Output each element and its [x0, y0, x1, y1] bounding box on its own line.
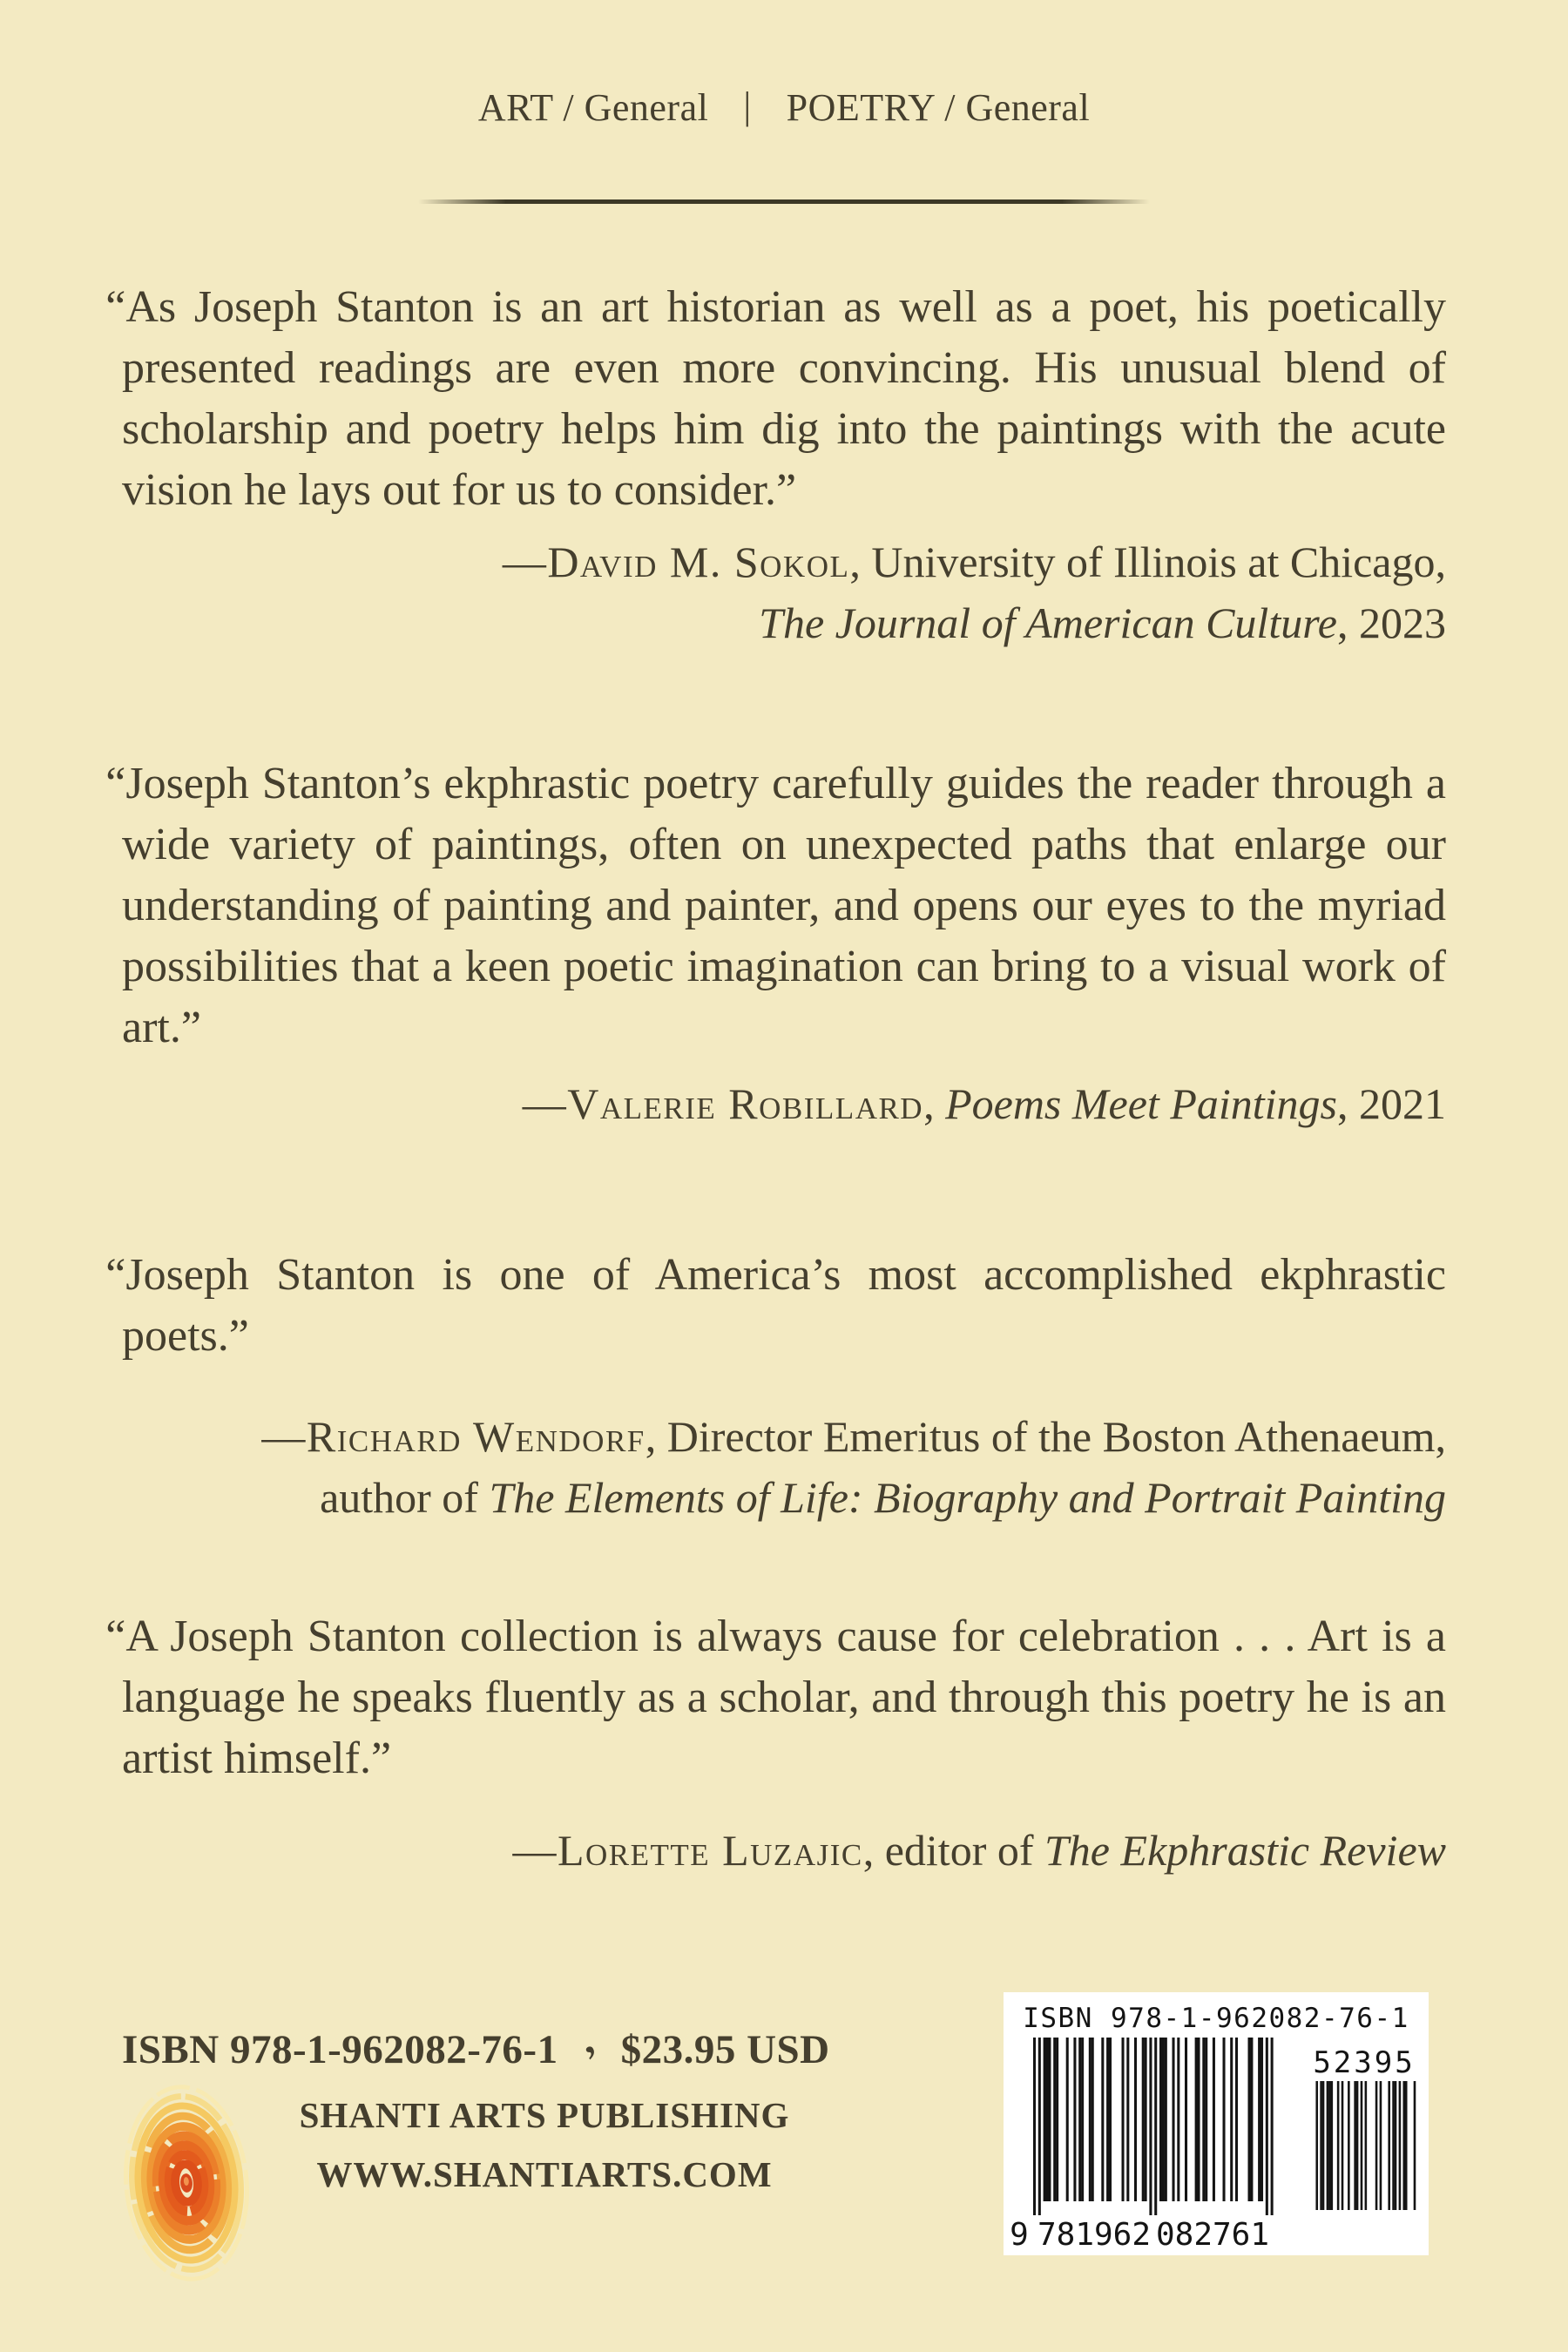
category-header: [0, 85, 1568, 130]
barcode-bar: [1159, 2038, 1162, 2201]
ean5-bars: [1315, 2081, 1416, 2210]
quote-wendorf: “Joseph Stanton is one of America’s most accomplished ekphrastic poets.”: [105, 1250, 1446, 1361]
isbn-text: ISBN 978-1-962082-76-1: [122, 2027, 558, 2072]
barcode-bar: [1327, 2081, 1329, 2210]
attribution-luzajic: [122, 1820, 1446, 1881]
barcode-bar: [1078, 2038, 1081, 2201]
barcode-bar: [1258, 2038, 1260, 2201]
barcode-bar: [1154, 2038, 1157, 2215]
barcode-bar: [1185, 2038, 1187, 2201]
barcode-bar: [1271, 2038, 1274, 2215]
quote-robillard: “Joseph Stanton’s ekphrastic poetry carefully guides the reader through a wide variety of paintings, often on unexpected paths that enlarge our understanding of painting and painter, and opens our eyes to the myriad possibilities that a keen poetic imagination can bring to a visual work of art.”: [105, 759, 1446, 1052]
barcode-bar: [1101, 2038, 1104, 2201]
barcode-supplement-text: 52395: [1313, 2045, 1416, 2080]
barcode-bar: [1044, 2038, 1046, 2201]
barcode-bar: [1342, 2081, 1344, 2210]
barcode-bar: [1361, 2081, 1363, 2210]
barcode-bar: [1195, 2038, 1198, 2201]
category-poetry: POETRY / General: [786, 86, 1091, 129]
barcode-bar: [1354, 2081, 1356, 2210]
decorative-rule: [418, 199, 1150, 204]
barcode-bar: [1066, 2038, 1069, 2201]
attribution-segment: The Elements of Life: Biography and Portrait Painting: [489, 1473, 1446, 1522]
barcode-bar: [1392, 2081, 1395, 2210]
attribution-segment: , Director Emeritus of the Boston Athenaeum,: [645, 1412, 1446, 1461]
publisher-website: WWW.SHANTIARTS.COM: [316, 2154, 773, 2194]
barcode-bar: [1106, 2038, 1109, 2201]
barcode-bar: [1126, 2038, 1129, 2201]
barcode-bar: [1248, 2038, 1251, 2201]
barcode-bar: [1149, 2038, 1152, 2215]
barcode-bar: [1081, 2038, 1084, 2201]
category-separator: |: [743, 84, 752, 127]
barcode-bar: [1142, 2038, 1145, 2201]
barcode-bar: [1073, 2038, 1076, 2201]
attribution-segment: The Journal of American Culture: [759, 598, 1337, 647]
barcode-bar: [1266, 2038, 1268, 2215]
attribution-segment: , 2023: [1337, 598, 1446, 647]
barcode-bar: [1048, 2038, 1051, 2201]
barcode-bar: [1053, 2038, 1056, 2201]
barcode-bar: [1205, 2038, 1207, 2201]
barcode-bar: [1235, 2038, 1238, 2201]
barcode-bar: [1250, 2038, 1253, 2201]
barcode-bar: [1356, 2081, 1359, 2210]
barcode-bar: [1380, 2081, 1382, 2210]
barcode-bar: [1056, 2038, 1058, 2201]
barcode-bar: [1331, 2081, 1334, 2210]
barcode-bar: [1223, 2038, 1226, 2201]
price-text: $23.95 USD: [620, 2027, 830, 2072]
barcode-bar: [1092, 2038, 1094, 2201]
barcode-block: [1004, 1992, 1429, 2255]
attribution-segment: author of: [320, 1473, 490, 1522]
barcode-bar: [1162, 2038, 1165, 2201]
attribution-segment: Poems Meet Paintings: [945, 1079, 1337, 1128]
attribution-segment: , University of Illinois at Chicago,: [849, 537, 1446, 586]
attribution-segment: , editor of: [862, 1826, 1044, 1875]
shanti-arts-sun-logo: [122, 2078, 251, 2288]
barcode-bar: [1165, 2038, 1167, 2201]
barcode-bar: [1320, 2081, 1322, 2210]
quote-sokol: “As Joseph Stanton is an art historian as well as a poet, his poetically presented readings are even more convincing. His unusual blend of scholarship and poetry helps him dig into the paintings with the acute vision he lays out for us to consider.”: [105, 282, 1446, 515]
barcode-bar: [1395, 2081, 1397, 2210]
barcode-bar: [1198, 2038, 1200, 2201]
barcode-bar: [1322, 2081, 1325, 2210]
barcode-bar: [1230, 2038, 1233, 2201]
quote-luzajic: “A Joseph Stanton collection is always cause for celebration . . . Art is a language he speaks fluently as a scholar, and through this poetry he is an artist himself.”: [105, 1612, 1446, 1783]
barcode-bar: [1145, 2038, 1147, 2201]
publisher-name: SHANTI ARTS PUBLISHING: [299, 2095, 790, 2135]
barcode-bar: [1033, 2038, 1036, 2215]
barcode-bar: [1402, 2081, 1405, 2210]
barcode-bar: [1134, 2038, 1137, 2201]
barcode-isbn-text: ISBN 978-1-962082-76-1: [1023, 2003, 1409, 2034]
barcode-bar: [1315, 2081, 1318, 2210]
barcode-bar: [1414, 2081, 1416, 2210]
barcode-bar: [1348, 2081, 1350, 2210]
barcode-bar: [1328, 2081, 1331, 2210]
isbn-price-separator: ,: [569, 2017, 600, 2063]
attribution-segment: The Ekphrastic Review: [1044, 1826, 1446, 1875]
barcode-bar: [1365, 2081, 1368, 2210]
barcode-bar: [1202, 2038, 1205, 2201]
attribution-wendorf: [122, 1406, 1446, 1528]
barcode-bar: [1213, 2038, 1215, 2201]
attribution-segment: —David M. Sokol: [502, 537, 850, 586]
barcode-bar: [1122, 2038, 1125, 2201]
barcode-bar: [1337, 2081, 1340, 2210]
barcode-bar: [1089, 2038, 1092, 2201]
attribution-segment: , 2021: [1337, 1079, 1446, 1128]
barcode-bar: [1177, 2038, 1179, 2201]
barcode-digits-left: 781962: [1037, 2217, 1152, 2253]
barcode-bar: [1260, 2038, 1263, 2201]
attribution-robillard: [122, 1073, 1446, 1134]
barcode-digit-first: 9: [1010, 2217, 1029, 2253]
isbn-price-line: [122, 2017, 830, 2073]
attribution-sokol: [122, 531, 1446, 653]
barcode-bar: [1173, 2038, 1175, 2201]
barcode-bar: [1388, 2081, 1390, 2210]
attribution-segment: ,: [923, 1079, 946, 1128]
barcode-bar: [1109, 2038, 1112, 2201]
barcode-bar: [1038, 2038, 1041, 2215]
barcode-bar: [1405, 2081, 1408, 2210]
barcode-bar: [1046, 2038, 1049, 2201]
barcode-digits-right: 082761: [1155, 2217, 1270, 2253]
barcode-bar: [1375, 2081, 1378, 2210]
attribution-segment: —Richard Wendorf: [261, 1412, 645, 1461]
attribution-segment: —Lorette Luzajic: [512, 1826, 863, 1875]
category-art: ART / General: [477, 86, 709, 129]
barcode-bar: [1399, 2081, 1402, 2210]
attribution-segment: —Valerie Robillard: [522, 1079, 924, 1128]
